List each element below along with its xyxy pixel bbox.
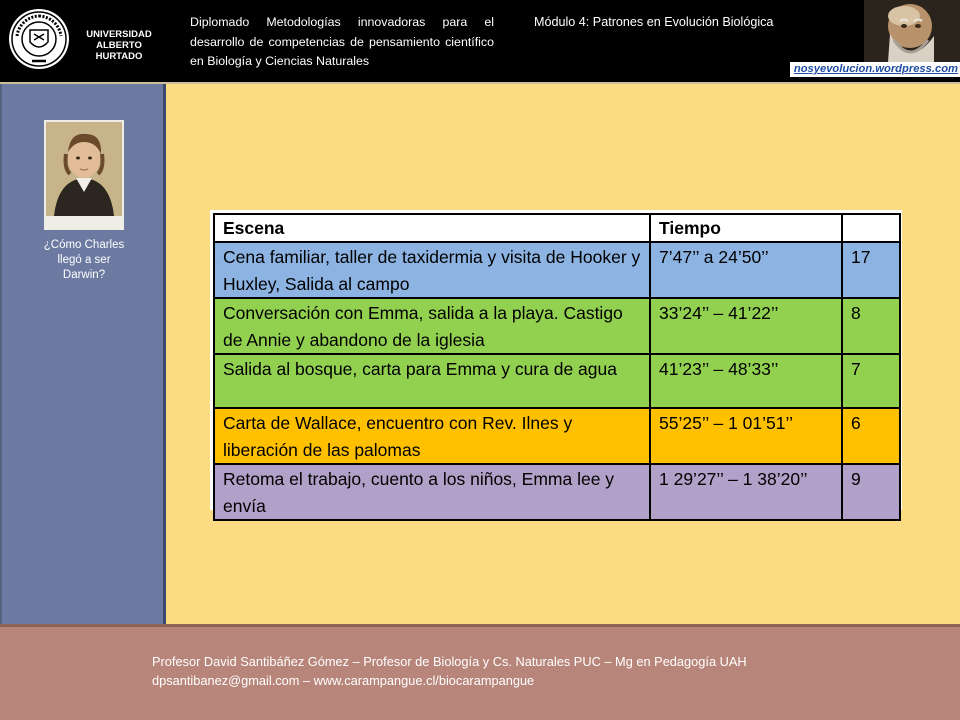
cell-escena: Salida al bosque, carta para Emma y cura de agua: [214, 354, 650, 408]
table-row: [214, 298, 900, 354]
cell-escena: Retoma el trabajo, cuento a los niños, Emma lee y envía: [214, 464, 650, 520]
header-bar: [0, 0, 960, 82]
cell-num: 9: [842, 464, 900, 520]
module-title: Módulo 4: Patrones en Evolución Biológica: [534, 15, 774, 29]
table-row: [214, 408, 900, 464]
cell-tiempo: 41’23’’ – 48’33’’: [650, 354, 842, 408]
cell-tiempo: 1 29’27’’ – 1 38’20’’: [650, 464, 842, 520]
university-seal-icon: [8, 8, 70, 70]
cell-num: 17: [842, 242, 900, 298]
old-darwin-portrait-icon: [864, 0, 960, 62]
table-row: [214, 464, 900, 520]
university-name: UNIVERSIDAD ALBERTO HURTADO: [86, 29, 152, 62]
table-row: [214, 242, 900, 298]
footer-line-author: Profesor David Santibáñez Gómez – Profesor de Biología y Cs. Naturales PUC – Mg en Pedagogía UAH: [152, 654, 747, 669]
header-num: [842, 214, 900, 242]
cell-num: 6: [842, 408, 900, 464]
diplomado-title: Diplomado Metodologías innovadoras para el desarrollo de competencias de pensamiento científico en Biología y Ciencias Naturales: [190, 15, 494, 68]
header-tiempo: Tiempo: [650, 214, 842, 242]
cell-tiempo: 55’25’’ – 1 01’51’’: [650, 408, 842, 464]
cell-escena: Cena familiar, taller de taxidermia y visita de Hooker y Huxley, Salida al campo: [214, 242, 650, 298]
cell-tiempo: 7’47’’ a 24’50’’: [650, 242, 842, 298]
cell-escena: Conversación con Emma, salida a la playa. Castigo de Annie y abandono de la iglesia: [214, 298, 650, 354]
footer-credits: [152, 652, 892, 690]
cell-tiempo: 33’24’’ – 41’22’’: [650, 298, 842, 354]
table-header-row: [214, 214, 900, 242]
footer-bar: [0, 624, 960, 720]
young-darwin-portrait-icon: [44, 120, 124, 230]
cell-num: 7: [842, 354, 900, 408]
header-escena: Escena: [214, 214, 650, 242]
scenes-table-container: [210, 210, 902, 516]
scenes-table: [213, 213, 901, 521]
blog-link[interactable]: nosyevolucion.wordpress.com: [790, 62, 960, 77]
table-row: [214, 354, 900, 408]
footer-line-contact[interactable]: dpsantibanez@gmail.com – www.carampangue.cl/biocarampangue: [152, 673, 535, 688]
sidebar-caption: ¿Cómo Charles llegó a ser Darwin?: [43, 239, 125, 281]
cell-escena: Carta de Wallace, encuentro con Rev. Ilnes y liberación de las palomas: [214, 408, 650, 464]
cell-num: 8: [842, 298, 900, 354]
